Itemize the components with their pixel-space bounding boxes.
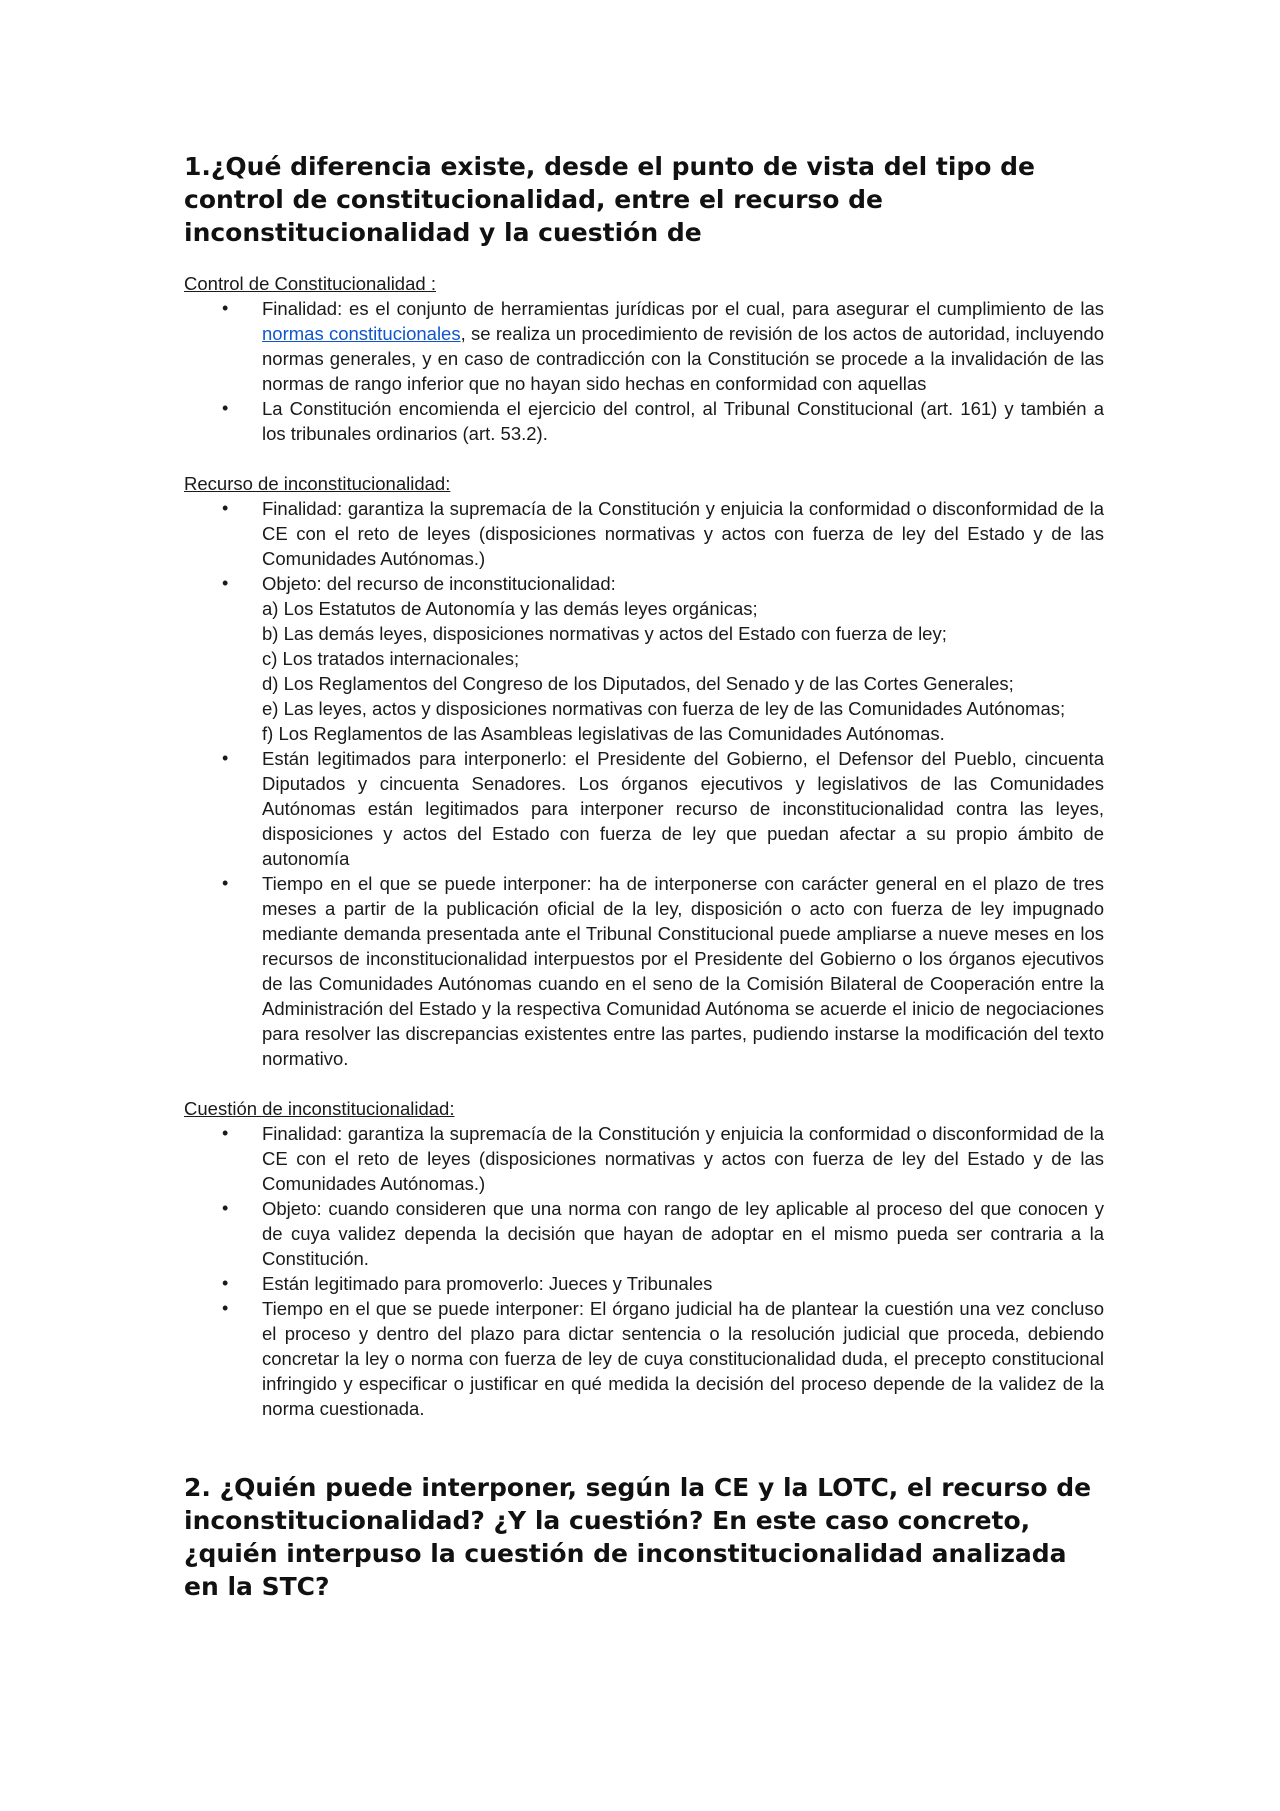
bullet-icon: • (222, 498, 229, 518)
bullet-icon: • (222, 1198, 229, 1218)
control-finalidad-text-cont: , se realiza un procedimiento de revisión de los actos de autoridad, incluyendo normas generales, y en caso de contradicción con la Constitución se procede a la invalidación de las normas de rango inferior que no hayan sido hechas en conformidad con aquellas (262, 323, 1105, 394)
list-item (184, 296, 1104, 396)
bullet-icon: • (222, 573, 229, 593)
question-2-title: 2. ¿Quién puede interponer, según la CE y la LOTC, el recurso de inconstitucionalidad? ¿Y la cuestión? En este caso concreto, ¿quién interpuso la cuestión de inconstitucionalidad analizada en la STC? (184, 1473, 1092, 1601)
objeto-item-c: c) Los tratados internacionales; (262, 648, 520, 669)
list-item (184, 496, 1104, 571)
bullet-icon: • (222, 748, 229, 768)
recurso-list (184, 496, 1104, 1071)
list-item (184, 871, 1104, 1071)
bullet-icon: • (222, 1273, 229, 1293)
recurso-tiempo-text: Tiempo en el que se puede interponer: ha de interponerse con carácter general en el plazo de tres meses a partir de la publicación oficial de la ley, disposición o acto con fuerza de ley impugnado mediante demanda presentada ante el Tribunal Constitucional puede ampliarse a nueve meses en los recursos de inconstitucionalidad interpuestos por el Presidente del Gobierno o los órganos ejecutivos de las Comunidades Autónomas cuando en el seno de la Comisión Bilateral de Cooperación entre la Administración del Estado y la respectiva Comunidad Autónoma se acuerde el inicio de negociaciones para resolver las discrepancias existentes entre las partes, pudiendo instarse la modificación del texto normativo. (262, 873, 1104, 1069)
list-item (184, 1196, 1104, 1271)
cuestion-objeto-text: Objeto: cuando consideren que una norma con rango de ley aplicable al proceso del que conocen y de cuya validez dependa la decisión que hayan de adoptar en el mismo pueda ser contraria a la Constitución. (262, 1198, 1104, 1269)
control-list (184, 296, 1104, 446)
section-recurso (184, 471, 1104, 1071)
cuestion-tiempo-text: Tiempo en el que se puede interponer: El órgano judicial ha de plantear la cuestión una vez concluso el proceso y dentro del plazo para dictar sentencia o la resolución judicial que proceda, debiendo concretar la ley o norma con fuerza de ley de cuya constitucionalidad duda, el precepto constitucional infringido y especificar o justificar en qué medida la decisión del proceso depende de la validez de la norma cuestionada. (262, 1298, 1104, 1419)
recurso-finalidad-text: Finalidad: garantiza la supremacía de la Constitución y enjuicia la conformidad o disconformidad de la CE con el reto de leyes (disposiciones normativas y actos con fuerza de ley del Estado y de las Comunidades Autónomas.) (262, 498, 1104, 569)
list-item (184, 396, 1104, 446)
objeto-item-d: d) Los Reglamentos del Congreso de los Diputados, del Senado y de las Cortes Generales; (262, 673, 1014, 694)
recurso-objeto-intro: Objeto: del recurso de inconstitucionalidad: (262, 573, 616, 594)
recurso-legitimados-text: Están legitimados para interponerlo: el Presidente del Gobierno, el Defensor del Pueblo, cincuenta Diputados y cincuenta Senadores. Los órganos ejecutivos y legislativos de las Comunidades Autónomas están legitimados para interponer recurso de inconstitucionalidad contra las leyes, disposiciones y actos del Estado con fuerza de ley que puedan afectar a su propio ámbito de autonomía (262, 748, 1104, 869)
control-heading: Control de Constitucionalidad : (184, 273, 436, 294)
list-item (184, 1121, 1104, 1196)
control-constitucion-text: La Constitución encomienda el ejercicio del control, al Tribunal Constitucional (art. 161) y también a los tribunales ordinarios (art. 53.2). (262, 398, 1104, 444)
list-item (184, 1271, 1104, 1296)
document-page (184, 150, 1104, 1603)
cuestion-list (184, 1121, 1104, 1421)
bullet-icon: • (222, 1298, 229, 1318)
cuestion-heading: Cuestión de inconstitucionalidad: (184, 1098, 455, 1119)
bullet-icon: • (222, 1123, 229, 1143)
section-cuestion (184, 1096, 1104, 1421)
control-finalidad-text: Finalidad: es el conjunto de herramientas jurídicas por el cual, para asegurar el cumplimiento de las (262, 298, 1104, 319)
list-item (184, 571, 1104, 746)
bullet-icon: • (222, 398, 229, 418)
normas-constitucionales-link[interactable]: normas constitucionales (262, 323, 461, 344)
list-item (184, 1296, 1104, 1421)
objeto-item-a: a) Los Estatutos de Autonomía y las demás leyes orgánicas; (262, 598, 758, 619)
recurso-heading: Recurso de inconstitucionalidad: (184, 473, 451, 494)
cuestion-finalidad-text: Finalidad: garantiza la supremacía de la Constitución y enjuicia la conformidad o disconformidad de la CE con el reto de leyes (disposiciones normativas y actos con fuerza de ley del Estado y de las Comunidades Autónomas.) (262, 1123, 1104, 1194)
bullet-icon: • (222, 873, 229, 893)
objeto-item-f: f) Los Reglamentos de las Asambleas legislativas de las Comunidades Autónomas. (262, 723, 945, 744)
section-control (184, 271, 1104, 446)
objeto-item-e: e) Las leyes, actos y disposiciones normativas con fuerza de ley de las Comunidades Autónomas; (262, 698, 1066, 719)
objeto-item-b: b) Las demás leyes, disposiciones normativas y actos del Estado con fuerza de ley; (262, 623, 947, 644)
question-1-title: 1.¿Qué diferencia existe, desde el punto de vista del tipo de control de constitucionalidad, entre el recurso de inconstitucionalidad y la cuestión de (184, 152, 1036, 247)
bullet-icon: • (222, 298, 229, 318)
list-item (184, 746, 1104, 871)
cuestion-legitimado-text: Están legitimado para promoverlo: Jueces y Tribunales (262, 1273, 713, 1294)
